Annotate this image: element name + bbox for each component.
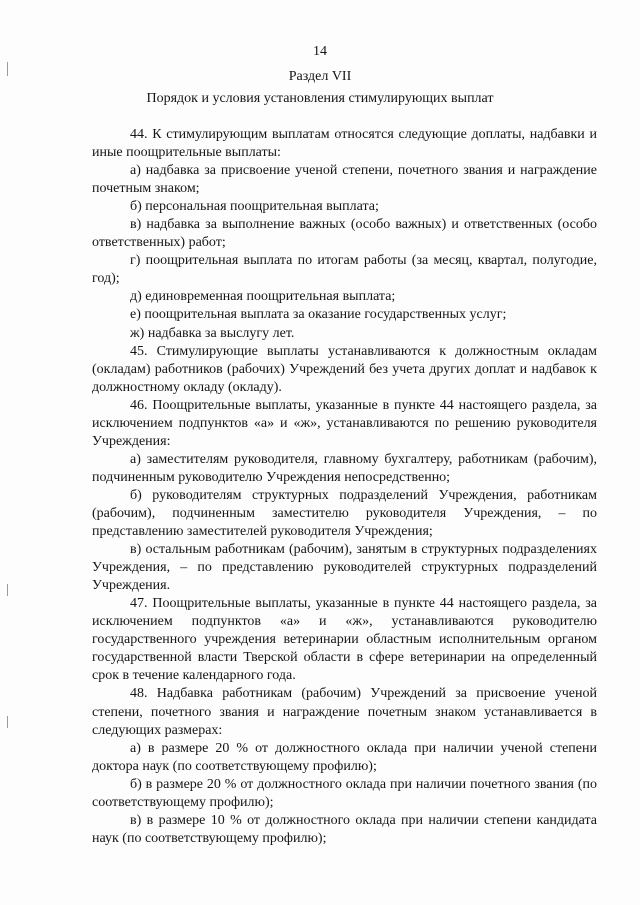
paragraph: 44. К стимулирующим выплатам относятся следующие доплаты, надбавки и иные поощрительные выплаты: (92, 127, 597, 161)
scan-artifact (7, 584, 8, 596)
scan-artifact (7, 716, 8, 728)
paragraph: 45. Стимулирующие выплаты устанавливаются к должностным окладам (окладам) работников (рабочих) Учреждений без учета других доплат и надбавок к должностному окладу (окладу). (92, 343, 597, 395)
section-subtitle: Порядок и условия установления стимулирующих выплат (146, 91, 494, 106)
paragraph: ж) надбавка за выслугу лет. (130, 325, 295, 341)
paragraph: б) персональная поощрительная выплата; (130, 199, 379, 215)
paragraph: 46. Поощрительные выплаты, указанные в пункте 44 настоящего раздела, за исключением подпунктов «а» и «ж», устанавливаются по решению руководителя Учреждения: (92, 397, 597, 449)
paragraph: е) поощрительная выплата за оказание государственных услуг; (130, 307, 507, 323)
paragraph: б) руководителям структурных подразделений Учреждения, работникам (рабочим), подчиненным заместителю руководителя Учреждения, – по представлению заместителей руководителя Учреждения; (92, 487, 597, 540)
paragraph: в) в размере 10 % от должностного оклада при наличии степени кандидата наук (по соответствующему профилю); (92, 812, 597, 846)
document-body (92, 126, 597, 848)
paragraph: д) единовременная поощрительная выплата; (130, 289, 396, 305)
paragraph: в) надбавка за выполнение важных (особо важных) и ответственных (особо ответственных) работ; (92, 217, 597, 251)
paragraph: 48. Надбавка работникам (рабочим) Учреждений за присвоение ученой степени, почетного звания и награждение почетным знаком устанавливается в следующих размерах: (92, 686, 597, 738)
paragraph: а) заместителям руководителя, главному бухгалтеру, работникам (рабочим), подчиненным руководителю Учреждения непосредственно; (92, 451, 597, 485)
page-number: 14 (313, 44, 327, 59)
paragraph: а) в размере 20 % от должностного оклада при наличии ученой степени доктора наук (по соответствующему профилю); (92, 740, 597, 774)
paragraph: в) остальным работникам (рабочим), занятым в структурных подразделениях Учреждения, – по представлению руководителей структурных подразделений Учреждения. (92, 542, 597, 594)
paragraph: а) надбавка за присвоение ученой степени, почетного звания и награждение почетным знаком; (92, 163, 597, 197)
section-title: Раздел VII (288, 69, 352, 84)
paragraph: 47. Поощрительные выплаты, указанные в пункте 44 настоящего раздела, за исключением подпунктов «а» и «ж», устанавливаются руководителю государственного учреждения ветеринарии областным исполнительным органом государственной власти Тверской области в сфере ветеринарии на определенный срок в течение календарного года. (92, 596, 597, 684)
paragraph: б) в размере 20 % от должностного оклада при наличии почетного звания (по соответствующему профилю); (92, 776, 597, 810)
paragraph: г) поощрительная выплата по итогам работы (за месяц, квартал, полугодие, год); (92, 253, 597, 287)
